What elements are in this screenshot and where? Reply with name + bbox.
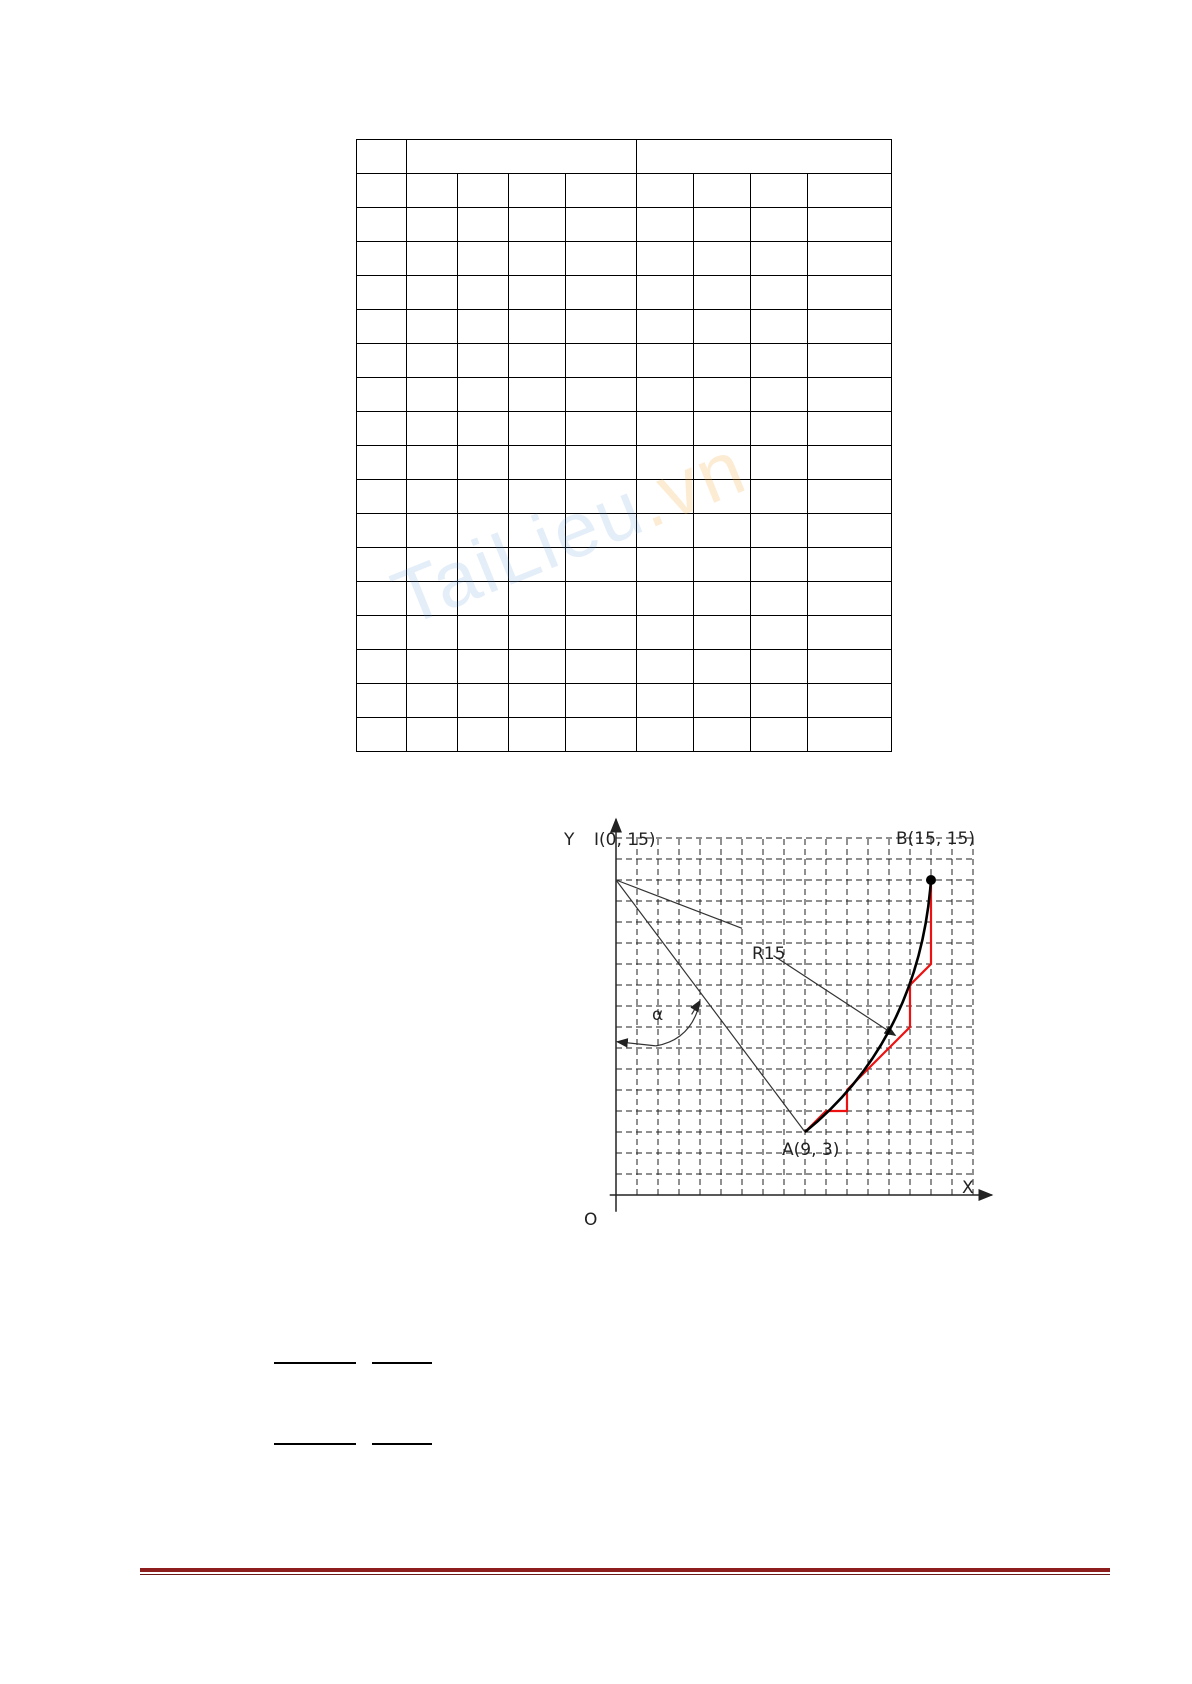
table-cell xyxy=(751,446,808,480)
table-cell xyxy=(808,208,892,242)
table-cell xyxy=(808,480,892,514)
arc-curve xyxy=(805,875,936,1132)
table-cell xyxy=(509,242,566,276)
angle-label: α xyxy=(652,1005,664,1025)
table-cell xyxy=(808,310,892,344)
table-cell xyxy=(694,276,751,310)
table-cell xyxy=(407,344,458,378)
table-group-header xyxy=(637,140,892,174)
figure-labels xyxy=(563,829,975,1230)
table-cell xyxy=(509,378,566,412)
table-cell xyxy=(637,310,694,344)
table-cell xyxy=(751,514,808,548)
table-cell xyxy=(566,378,637,412)
table-cell xyxy=(407,174,458,208)
table-cell xyxy=(751,208,808,242)
footer-rule xyxy=(140,1568,1110,1572)
table-cell xyxy=(407,310,458,344)
table-cell xyxy=(808,514,892,548)
table-cell xyxy=(751,242,808,276)
table-cell xyxy=(637,344,694,378)
table-cell xyxy=(751,718,808,752)
table-cell xyxy=(808,276,892,310)
table-cell xyxy=(808,548,892,582)
table-cell xyxy=(566,208,637,242)
table-cell xyxy=(808,344,892,378)
table-cell xyxy=(458,650,509,684)
table-cell xyxy=(694,650,751,684)
table-cell xyxy=(751,650,808,684)
table-cell xyxy=(357,378,407,412)
table-cell xyxy=(509,446,566,480)
table-cell xyxy=(637,582,694,616)
table-cell xyxy=(509,174,566,208)
table-cell xyxy=(357,514,407,548)
table-cell xyxy=(566,582,637,616)
table-cell xyxy=(458,174,509,208)
table-cell xyxy=(458,310,509,344)
table-cell xyxy=(357,446,407,480)
table-cell xyxy=(566,718,637,752)
table-row xyxy=(357,344,892,378)
x-axis-label: X xyxy=(962,1178,974,1198)
table-cell xyxy=(357,310,407,344)
table-cell xyxy=(637,650,694,684)
table-cell xyxy=(637,174,694,208)
table-cell xyxy=(751,310,808,344)
table-cell xyxy=(357,684,407,718)
table-cell xyxy=(509,310,566,344)
table-cell xyxy=(808,582,892,616)
arc-interpolation-figure xyxy=(564,815,990,1245)
point-b-label: B(15, 15) xyxy=(896,829,975,849)
table-cell xyxy=(637,718,694,752)
table-cell xyxy=(566,276,637,310)
table-cell xyxy=(407,208,458,242)
table-cell xyxy=(566,616,637,650)
table-cell xyxy=(808,378,892,412)
fraction-bar xyxy=(274,1362,356,1364)
table-cell xyxy=(637,684,694,718)
table-cell xyxy=(808,650,892,684)
table-cell xyxy=(751,412,808,446)
table-cell xyxy=(407,412,458,446)
table-cell xyxy=(751,174,808,208)
table-cell xyxy=(458,344,509,378)
table-cell xyxy=(357,718,407,752)
table-cell xyxy=(509,616,566,650)
table-group-header xyxy=(407,140,637,174)
table-cell xyxy=(694,378,751,412)
watermark: TaiLieu.vn xyxy=(380,421,758,643)
table-cell xyxy=(694,548,751,582)
table-cell xyxy=(458,718,509,752)
table-cell xyxy=(637,208,694,242)
table-cell xyxy=(808,684,892,718)
table-cell xyxy=(357,650,407,684)
table-cell xyxy=(566,242,637,276)
table-cell xyxy=(694,208,751,242)
angle-arrow-left xyxy=(617,1042,656,1046)
table-cell xyxy=(751,548,808,582)
table-cell xyxy=(458,378,509,412)
table-cell xyxy=(458,684,509,718)
data-table xyxy=(356,139,892,752)
table-cell xyxy=(357,174,407,208)
table-row xyxy=(357,242,892,276)
table-cell xyxy=(808,412,892,446)
table-cell xyxy=(637,616,694,650)
table-cell xyxy=(458,242,509,276)
table-cell xyxy=(751,344,808,378)
table-cell xyxy=(357,208,407,242)
table-cell xyxy=(509,276,566,310)
y-axis-label: Y xyxy=(564,830,575,850)
point-i-label: I(0, 15) xyxy=(594,830,656,850)
table-row xyxy=(357,650,892,684)
table-cell xyxy=(637,548,694,582)
table-cell xyxy=(357,242,407,276)
fraction-bar xyxy=(274,1443,356,1445)
table-cell xyxy=(357,140,407,174)
table-cell xyxy=(694,616,751,650)
table-cell xyxy=(566,684,637,718)
table-row xyxy=(357,684,892,718)
table-cell xyxy=(509,344,566,378)
table-cell xyxy=(751,378,808,412)
radius-label: R15 xyxy=(752,944,786,964)
table-cell xyxy=(509,684,566,718)
table-cell xyxy=(407,378,458,412)
table-cell xyxy=(694,344,751,378)
table-row xyxy=(357,208,892,242)
table-cell xyxy=(751,582,808,616)
table-cell xyxy=(407,446,458,480)
table-row xyxy=(357,310,892,344)
table-cell xyxy=(566,650,637,684)
table-cell xyxy=(509,650,566,684)
table-cell xyxy=(458,412,509,446)
table-row xyxy=(357,718,892,752)
origin-label: O xyxy=(584,1210,598,1230)
radius-arrow xyxy=(774,956,896,1036)
table-row xyxy=(357,378,892,412)
table-cell xyxy=(357,616,407,650)
table-cell xyxy=(566,310,637,344)
footer-rule-thin xyxy=(140,1574,1110,1575)
table-cell xyxy=(357,344,407,378)
table-cell xyxy=(566,174,637,208)
table-cell xyxy=(637,378,694,412)
table-cell xyxy=(808,616,892,650)
table-cell xyxy=(357,412,407,446)
table-cell xyxy=(566,344,637,378)
table-cell xyxy=(694,174,751,208)
table-cell xyxy=(694,718,751,752)
table-cell xyxy=(407,480,458,514)
table-cell xyxy=(357,276,407,310)
table-cell xyxy=(808,174,892,208)
table-subheader-row xyxy=(357,174,892,208)
table-cell xyxy=(407,684,458,718)
table-cell xyxy=(407,242,458,276)
table-cell xyxy=(637,276,694,310)
table-cell xyxy=(509,208,566,242)
table-cell xyxy=(637,242,694,276)
fraction-bar xyxy=(372,1362,432,1364)
table-cell xyxy=(694,242,751,276)
table-cell xyxy=(458,480,509,514)
table-cell xyxy=(566,412,637,446)
table-cell xyxy=(458,208,509,242)
table-cell xyxy=(357,480,407,514)
table-cell xyxy=(458,446,509,480)
table-cell xyxy=(694,310,751,344)
table-cell xyxy=(808,718,892,752)
table-cell xyxy=(694,684,751,718)
table-cell xyxy=(751,684,808,718)
table-row xyxy=(357,276,892,310)
table-row xyxy=(357,412,892,446)
table-cell xyxy=(808,446,892,480)
table-cell xyxy=(407,718,458,752)
fraction-bar xyxy=(372,1443,432,1445)
table-cell xyxy=(751,480,808,514)
table-cell xyxy=(407,276,458,310)
table-cell xyxy=(694,582,751,616)
table-cell xyxy=(808,242,892,276)
table-cell xyxy=(751,276,808,310)
table-cell xyxy=(407,650,458,684)
point-a-label: A(9, 3) xyxy=(782,1140,840,1160)
table-cell xyxy=(509,412,566,446)
table-cell xyxy=(509,718,566,752)
table-cell xyxy=(751,616,808,650)
point-b-marker xyxy=(926,875,936,885)
table-cell xyxy=(458,276,509,310)
table-header-row xyxy=(357,140,892,174)
